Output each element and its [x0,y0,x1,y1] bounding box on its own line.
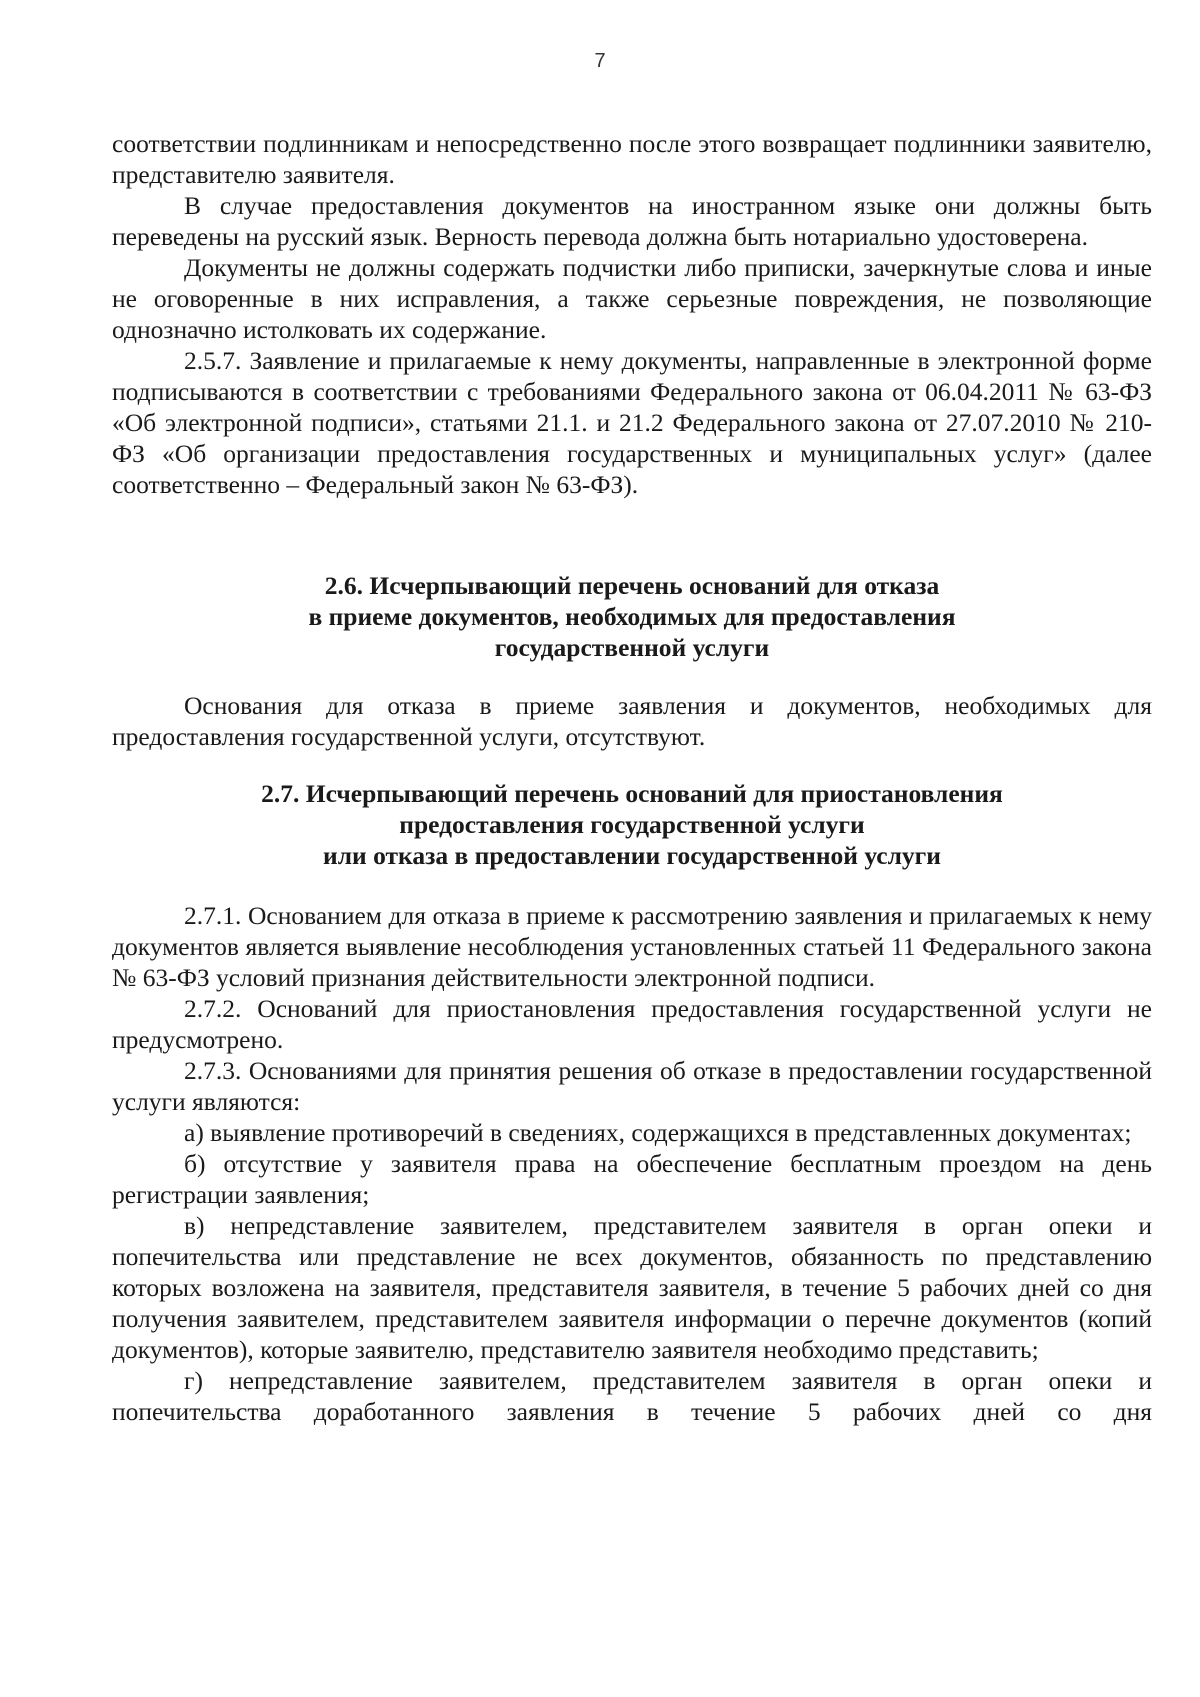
heading-line: или отказа в предоставлении государственной услуги [323,841,941,870]
section-2-6-text [112,690,1152,752]
list-item-g: г) непредставление заявителем, представителем заявителя в орган опеки и попечительства доработанного заявления в течение 5 рабочих дней со дня [112,1366,1152,1426]
page-number: 7 [594,50,606,72]
paragraph: Документы не должны содержать подчистки либо приписки, зачеркнутые слова и иные не оговоренные в них исправления, а также серьезные повреждения, не позволяющие однозначно истолковать их содержание. [112,253,1152,344]
heading-line: государственной услуги [494,633,770,662]
heading-line: 2.6. Исчерпывающий перечень оснований для отказа [324,571,940,600]
heading-line: в приеме документов, необходимых для предоставления [308,602,956,631]
paragraph: 2.7.2. Оснований для приостановления предоставления государственной услуги не предусмотрено. [112,994,1152,1054]
paragraph: 2.7.3. Основаниями для принятия решения об отказе в предоставлении государственной услуги являются: [112,1056,1152,1116]
section-heading-2-7 [112,778,1152,871]
paragraph: Основания для отказа в приеме заявления и документов, необходимых для предоставления государственной услуги, отсутствуют. [112,691,1152,751]
list-item-b: б) отсутствие у заявителя права на обеспечение бесплатным проездом на день регистрации заявления; [112,1149,1152,1209]
section-2-7-text [112,900,1152,1427]
heading-line: предоставления государственной услуги [399,810,865,839]
list-item-a: а) выявление противоречий в сведениях, содержащихся в представленных документах; [184,1118,1132,1147]
paragraph: 2.7.1. Основанием для отказа в приеме к рассмотрению заявления и прилагаемых к нему документов является выявление несоблюдения установленных статьей 11 Федерального закона № 63-ФЗ условий признания действительности электронной подписи. [112,901,1152,992]
list-item-v: в) непредставление заявителем, представителем заявителя в орган опеки и попечительства или представление не всех документов, обязанность по представлению которых возложена на заявителя, представителя заявителя, в течение 5 рабочих дней со дня получения заявителем, представителем заявителя информации о перечне документов (копий документов), которые заявителю, представителю заявителя необходимо представить; [112,1211,1152,1364]
paragraph: 2.5.7. Заявление и прилагаемые к нему документы, направленные в электронной форме подписываются в соответствии с требованиями Федерального закона от 06.04.2011 № 63-ФЗ «Об электронной подписи», статьями 21.1. и 21.2 Федерального закона от 27.07.2010 № 210-ФЗ «Об организации предоставления государственных и муниципальных услуг» (далее соответственно – Федеральный закон № 63-ФЗ). [112,346,1152,499]
heading-line: 2.7. Исчерпывающий перечень оснований для приостановления [261,779,1003,808]
paragraph: В случае предоставления документов на иностранном языке они должны быть переведены на русский язык. Верность перевода должна быть нотариально удостоверена. [112,191,1152,251]
section-heading-2-6 [112,570,1152,663]
paragraph: соответствии подлинникам и непосредственно после этого возвращает подлинники заявителю, представителю заявителя. [112,129,1152,189]
intro-text-block [112,128,1152,500]
